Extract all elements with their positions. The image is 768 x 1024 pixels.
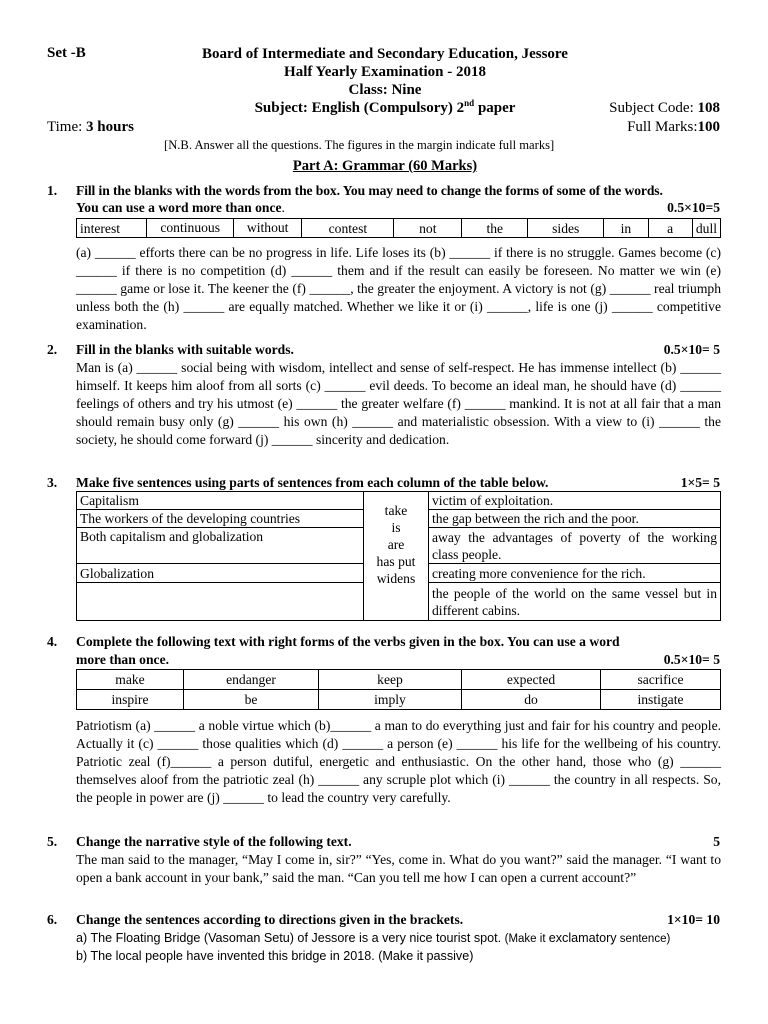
q1-word: interest bbox=[77, 219, 147, 238]
q1-title-line2-text: You can use a word more than once bbox=[76, 200, 282, 215]
q3-verb: are bbox=[387, 537, 405, 552]
q4-passage: Patriotism (a) ______ a noble virtue which (b)______ a man to do everything just and fair for his country and people. Actually it (c) ______ those qualities which (d) ______ a person (e) ______ his life for the wellbeing of his country. Patriotic zeal (f)______ a person dutiful, energetic and enthusiastic. On the other hand, those who (g) ______ themselves aloof from the patriotic zeal (h) ______ any scruple plot which (i) ______ the country in all respects. So, the people in power are (j) ______ to lead the country very carefully. bbox=[76, 718, 721, 805]
q5-title: Change the narrative style of the following text. bbox=[76, 834, 352, 849]
q4-verb-box bbox=[76, 669, 721, 710]
q6-item-a-text: a) The Floating Bridge (Vasoman Setu) of Jessore is a very nice tourist spot. bbox=[76, 931, 505, 945]
board-title: Board of Intermediate and Secondary Education, Jessore bbox=[202, 46, 568, 62]
q1-word: continuous bbox=[147, 219, 234, 238]
q6-marks: 1×10= 10 bbox=[667, 912, 720, 927]
subject-title bbox=[130, 99, 640, 117]
q2-title: Fill in the blanks with suitable words. bbox=[76, 342, 294, 357]
q3-table bbox=[76, 491, 721, 621]
q1-word: dull bbox=[692, 219, 720, 238]
q3-col1-cell bbox=[77, 583, 364, 621]
q5-number: 5. bbox=[47, 834, 58, 849]
q1-word: a bbox=[648, 219, 692, 238]
q3-col3-cell: victim of exploitation. bbox=[429, 492, 721, 510]
q3-col1-cell: The workers of the developing countries bbox=[77, 510, 364, 528]
class-title: Class: Nine bbox=[348, 82, 422, 98]
q3-title: Make five sentences using parts of sentences from each column of the table below. bbox=[76, 475, 549, 490]
instructions-note: [N.B. Answer all the questions. The figures in the margin indicate full marks] bbox=[164, 138, 555, 152]
q4-verb: be bbox=[184, 690, 319, 710]
subject-code-value: 108 bbox=[697, 100, 720, 116]
time-value: 3 hours bbox=[86, 119, 134, 135]
q6-item-a-dir-word: exclamatory bbox=[548, 931, 617, 945]
subject-suffix: paper bbox=[474, 100, 516, 116]
q6-item-a bbox=[76, 929, 721, 948]
time bbox=[47, 118, 134, 136]
q3-col3-cell: the gap between the rich and the poor. bbox=[429, 510, 721, 528]
time-label: Time: bbox=[47, 119, 87, 135]
q3-number: 3. bbox=[47, 475, 58, 490]
q4-marks: 0.5×10= 5 bbox=[663, 652, 720, 667]
q4-verb: sacrifice bbox=[601, 670, 721, 690]
full-marks bbox=[627, 118, 720, 136]
q2-number: 2. bbox=[47, 342, 58, 357]
full-marks-label: Full Marks: bbox=[627, 119, 698, 135]
q2-marks: 0.5×10= 5 bbox=[663, 342, 720, 357]
q6-item-a-dir-open: (Make it bbox=[504, 933, 549, 945]
q3-marks: 1×5= 5 bbox=[680, 475, 720, 490]
q3-col3-cell: away the advantages of poverty of the working class people. bbox=[429, 528, 721, 564]
q1-word: in bbox=[604, 219, 648, 238]
q1-marks: 0.5×10=5 bbox=[667, 200, 720, 215]
exam-title: Half Yearly Examination - 2018 bbox=[284, 64, 486, 80]
q5-marks: 5 bbox=[713, 834, 720, 849]
q1-word: sides bbox=[528, 219, 604, 238]
q6-item-a-dir-close: sentence) bbox=[616, 933, 671, 945]
q4-number: 4. bbox=[47, 634, 58, 649]
q4-verb: keep bbox=[319, 670, 462, 690]
q1-word-box bbox=[76, 218, 721, 238]
q4-verb: make bbox=[77, 670, 184, 690]
q1-word: the bbox=[462, 219, 528, 238]
q1-word: not bbox=[394, 219, 462, 238]
q4-verb: imply bbox=[319, 690, 462, 710]
subject-sup: nd bbox=[464, 98, 475, 108]
q5-passage: The man said to the manager, “May I come in, sir?” “Yes, come in. What do you want?” said the manager. “I want to open a bank account in your bank,” said the man. “Can you tell me how I can open a current account?” bbox=[76, 852, 721, 885]
q3-verb: is bbox=[391, 520, 401, 535]
q3-col3-cell: creating more convenience for the rich. bbox=[429, 564, 721, 583]
set-label: Set -B bbox=[47, 45, 86, 61]
q3-verb-column bbox=[364, 492, 429, 621]
q6-number: 6. bbox=[47, 912, 58, 927]
q3-verb: widens bbox=[376, 571, 416, 586]
q1-word: without bbox=[233, 219, 302, 238]
subject-code bbox=[609, 99, 720, 117]
q3-verb: take bbox=[384, 503, 408, 518]
subject-text: Subject: English (Compulsory) 2 bbox=[254, 100, 465, 116]
q2-passage: Man is (a) ______ social being with wisdom, intellect and sense of self-respect. He has immense intellect (b) ______ himself. It keeps him aloof from all sorts (c) ______ evil deeds. To become an ideal man, he should have (d) ______ feelings of others and try his utmost (e) ______ the greater welfare (f) ______ mankind. It is not at all fair that a man should remain busy only (g) ______ his own (h) ______ and materialistic obsession. With a view to (i) ______ the society, he should come forward (j) ______ sincerity and dedication. bbox=[76, 360, 721, 447]
part-a-heading: Part A: Grammar (60 Marks) bbox=[292, 158, 478, 174]
q1-title-line2-end: . bbox=[281, 200, 285, 215]
q4-verb: instigate bbox=[601, 690, 721, 710]
q3-col1-cell: Both capitalism and globalization bbox=[77, 528, 364, 564]
q4-verb: inspire bbox=[77, 690, 184, 710]
q4-verb: endanger bbox=[184, 670, 319, 690]
q6-item-b: b) The local people have invented this bridge in 2018. (Make it passive) bbox=[76, 949, 474, 963]
subject-code-label: Subject Code: bbox=[609, 100, 698, 116]
q1-number: 1. bbox=[47, 183, 58, 198]
q1-title-line1: Fill in the blanks with the words from the box. You may need to change the forms of some of the words. bbox=[76, 183, 663, 198]
q6-title: Change the sentences according to directions given in the brackets. bbox=[76, 912, 464, 927]
q1-title-line2 bbox=[76, 199, 285, 217]
q1-passage: (a) ______ efforts there can be no progress in life. Life loses its (b) ______ if there is no struggle. Games become (c) ______ if there is no competition (d) ______ them and if the result can easily be foreseen. No matter we win (e) ______ game or lose it. The keener the (f) ______, the greater the enjoyment. A victory is not (g) ______ real triumph unless both the (h) ______ are equally matched. Whether we like it or (i) ______, life is one (j) ______ competitive examination. bbox=[76, 245, 721, 332]
q3-verb: has put bbox=[376, 554, 416, 569]
full-marks-value: 100 bbox=[697, 119, 720, 135]
q3-col3-cell: the people of the world on the same vessel but in different cabins. bbox=[429, 583, 721, 621]
q4-title-line1: Complete the following text with right forms of the verbs given in the box. You can use a word bbox=[76, 634, 620, 649]
q4-verb: do bbox=[462, 690, 601, 710]
q3-col1-cell: Globalization bbox=[77, 564, 364, 583]
q4-verb: expected bbox=[462, 670, 601, 690]
q3-col1-cell: Capitalism bbox=[77, 492, 364, 510]
q1-word: contest bbox=[302, 219, 394, 238]
q4-title-line2: more than once. bbox=[76, 652, 170, 667]
